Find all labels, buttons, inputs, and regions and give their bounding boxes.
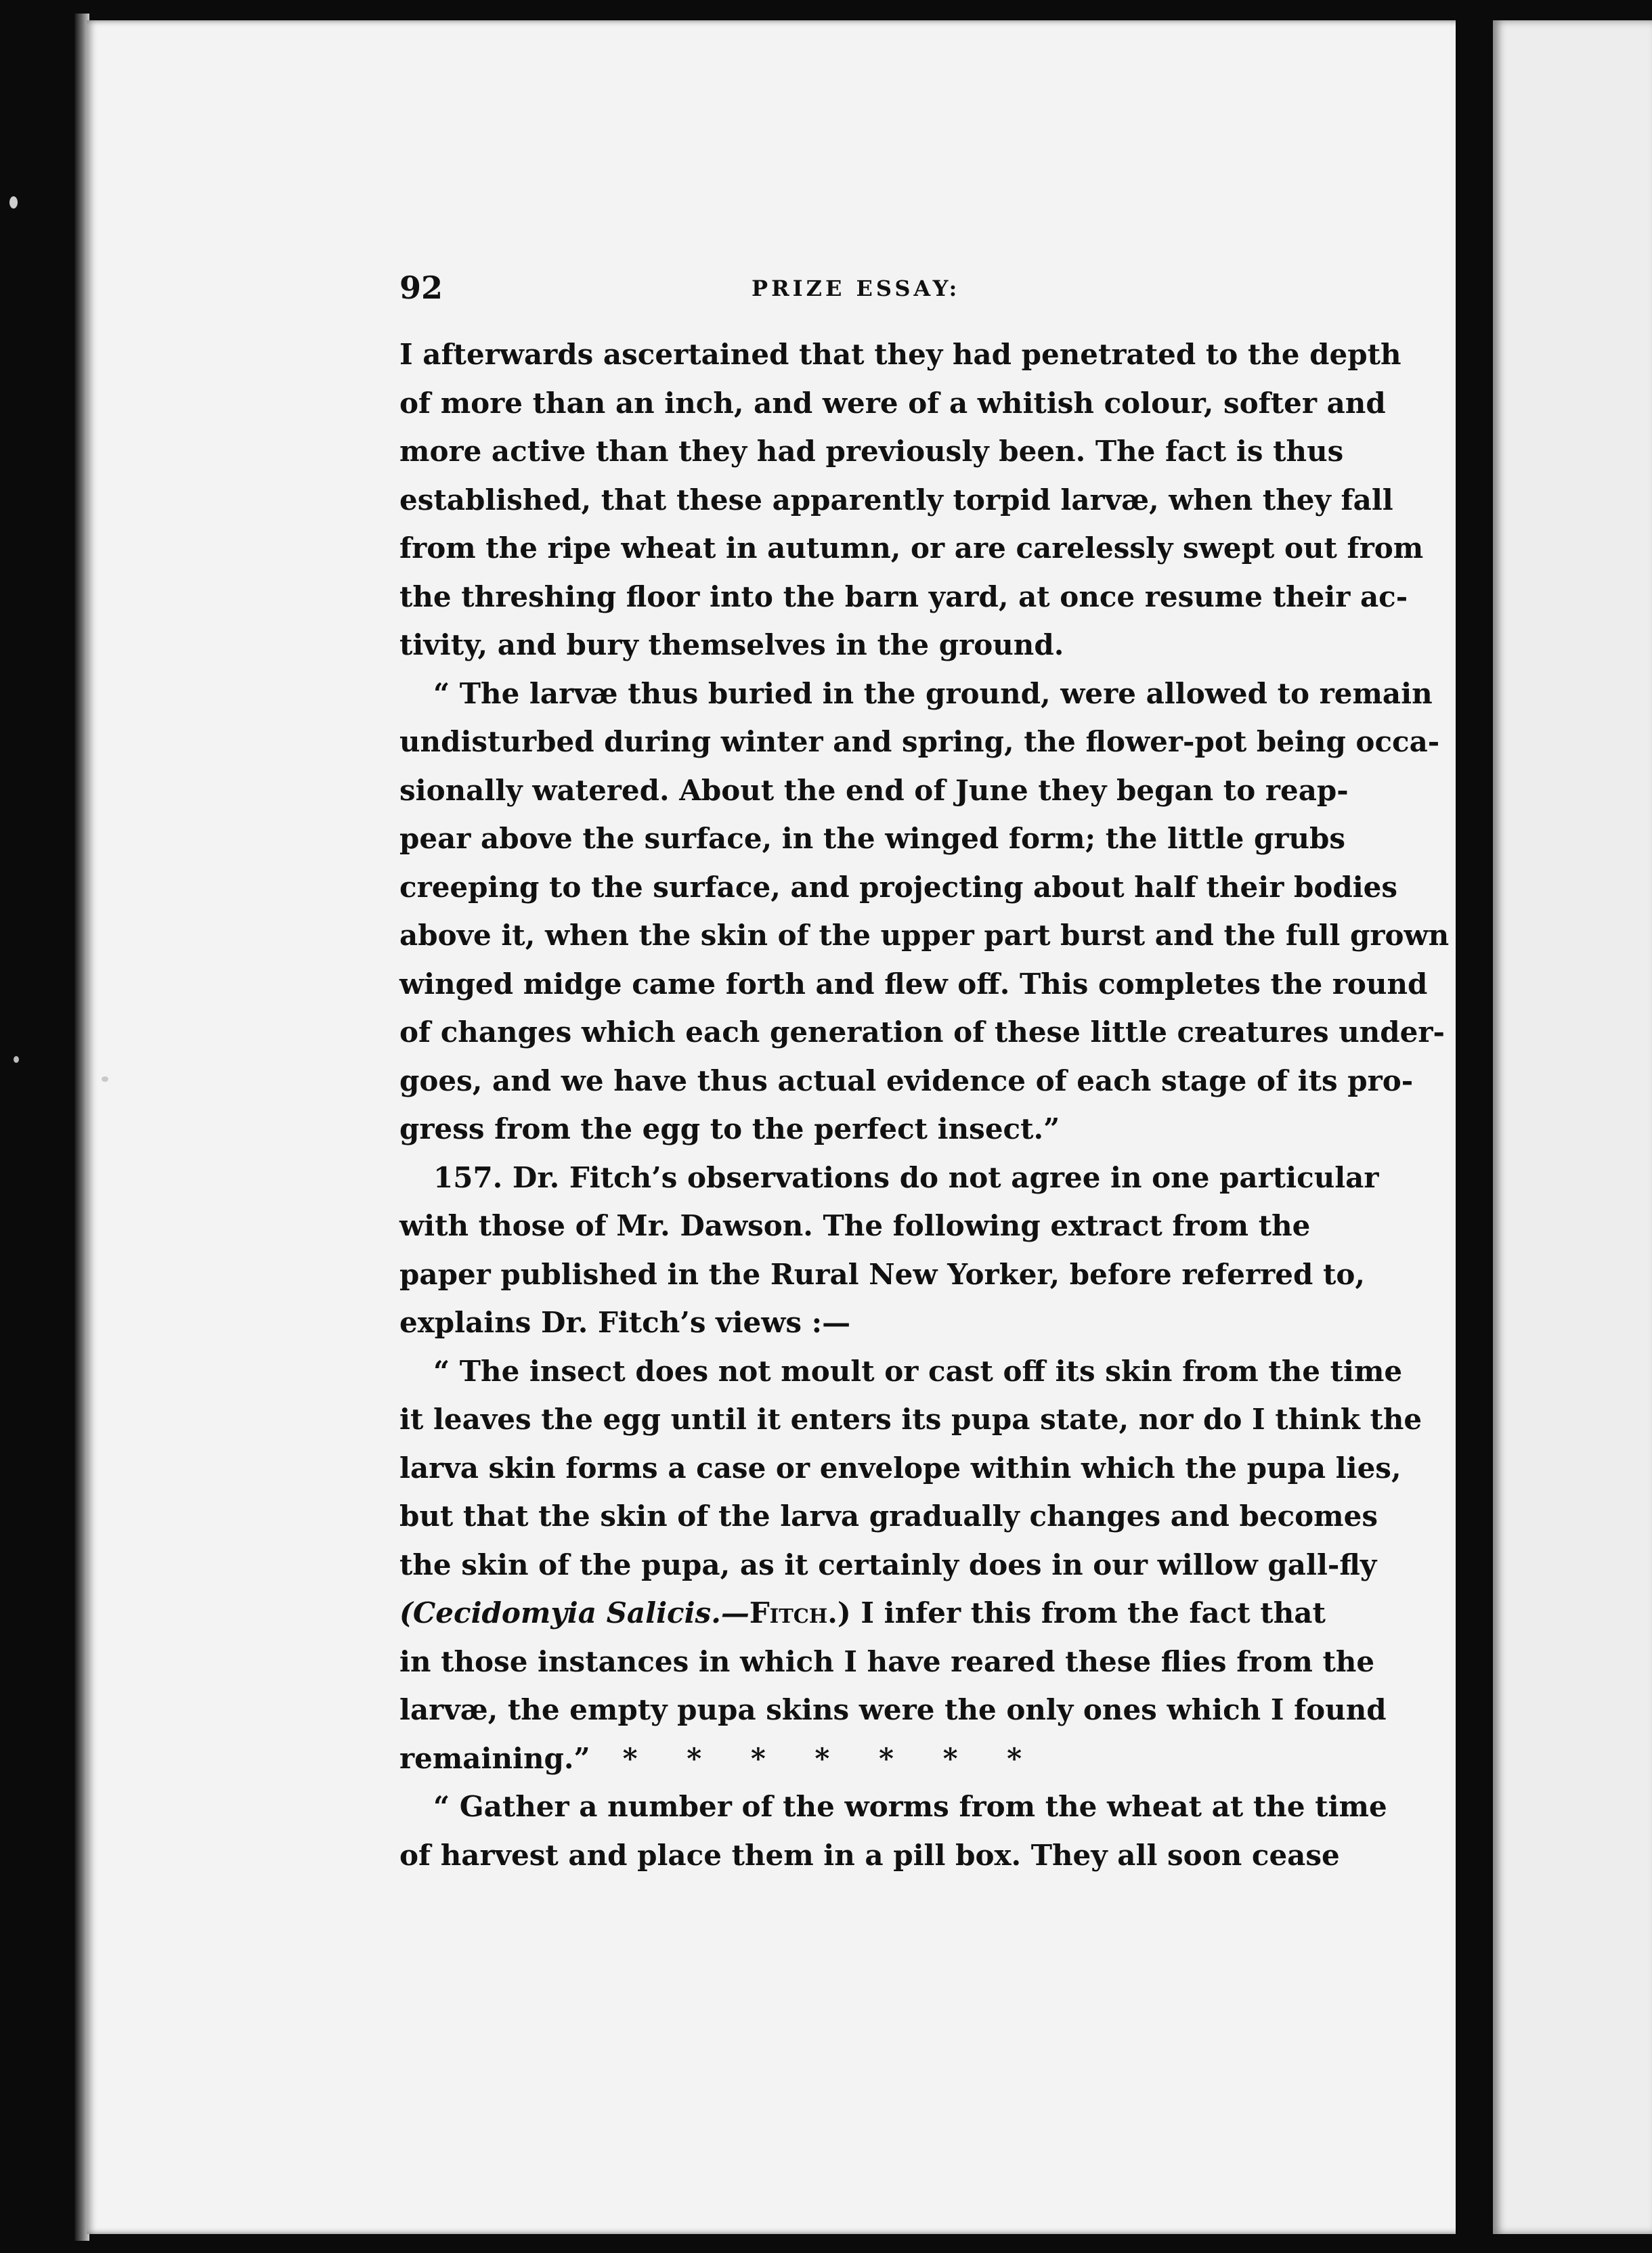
text-line: “ Gather a number of the worms from the wheat at the time — [433, 1790, 1387, 1823]
text-line: gress from the egg to the perfect insect.” — [399, 1112, 1060, 1145]
text-line: “ The larvæ thus buried in the ground, were allowed to remain — [433, 676, 1433, 710]
text-line — [399, 1734, 1303, 1783]
book-gutter — [1456, 0, 1490, 2253]
text-line: goes, and we have thus actual evidence of each stage of its pro- — [399, 1064, 1414, 1097]
ellipsis-asterisks: * * * * * * * — [622, 1741, 1022, 1775]
text-line: 157. Dr. Fitch’s observations do not agree in one particular — [433, 1160, 1379, 1194]
scan-speck — [14, 1056, 19, 1063]
text-line: I afterwards ascertained that they had penetrated to the depth — [399, 338, 1401, 371]
text-line: the skin of the pupa, as it certainly does in our willow gall-fly — [399, 1548, 1377, 1581]
running-header — [399, 267, 1313, 308]
text-line: “ The insect does not moult or cast off its skin from the time — [433, 1354, 1403, 1388]
text-line: above it, when the skin of the upper part burst and the full grown — [399, 919, 1450, 952]
body-text — [399, 330, 1450, 1879]
running-head: PRIZE ESSAY: — [752, 276, 961, 301]
page-number: 92 — [399, 269, 443, 306]
text-line: established, that these apparently torpid larvæ, when they fall — [399, 483, 1393, 517]
text-line: with those of Mr. Dawson. The following extract from the — [399, 1209, 1311, 1242]
author-name: Fitch.) — [749, 1596, 851, 1629]
text-line: from the ripe wheat in autumn, or are carelessly swept out from — [399, 531, 1424, 565]
text-line: of more than an inch, and were of a whitish colour, softer and — [399, 386, 1386, 420]
text-line: explains Dr. Fitch’s views :— — [399, 1306, 851, 1339]
text-line: of harvest and place them in a pill box. They all soon cease — [399, 1838, 1340, 1872]
text-line: it leaves the egg until it enters its pupa state, nor do I think the — [399, 1403, 1422, 1436]
text-line: paper published in the Rural New Yorker, before referred to, — [399, 1257, 1366, 1291]
text-line: in those instances in which I have reared these flies from the — [399, 1644, 1375, 1678]
text-fragment: remaining.” — [399, 1741, 590, 1775]
text-line — [399, 1589, 1326, 1638]
adjacent-page-edge — [1493, 20, 1652, 2234]
text-line: winged midge came forth and flew off. This completes the round — [399, 967, 1428, 1001]
text-line: the threshing floor into the barn yard, at once resume their ac- — [399, 579, 1408, 613]
text-line: of changes which each generation of these little creatures under- — [399, 1015, 1445, 1049]
text-fragment: I infer this from the fact that — [861, 1596, 1326, 1629]
text-line: more active than they had previously been. The fact is thus — [399, 435, 1344, 468]
text-line: larvæ, the empty pupa skins were the only ones which I found — [399, 1693, 1387, 1726]
scan-speck — [9, 196, 18, 209]
text-line: creeping to the surface, and projecting about half their bodies — [399, 870, 1398, 904]
species-name: (Cecidomyia Salicis.— — [399, 1596, 749, 1629]
text-line: tivity, and bury themselves in the ground. — [399, 628, 1064, 661]
text-line: but that the skin of the larva gradually changes and becomes — [399, 1500, 1378, 1533]
text-line: larva skin forms a case or envelope within which the pupa lies, — [399, 1451, 1401, 1485]
scan-speck — [102, 1076, 108, 1082]
text-line: sionally watered. About the end of June they began to reap- — [399, 773, 1349, 807]
text-line: undisturbed during winter and spring, the flower-pot being occa- — [399, 725, 1440, 758]
text-line: pear above the surface, in the winged form; the little grubs — [399, 822, 1346, 855]
